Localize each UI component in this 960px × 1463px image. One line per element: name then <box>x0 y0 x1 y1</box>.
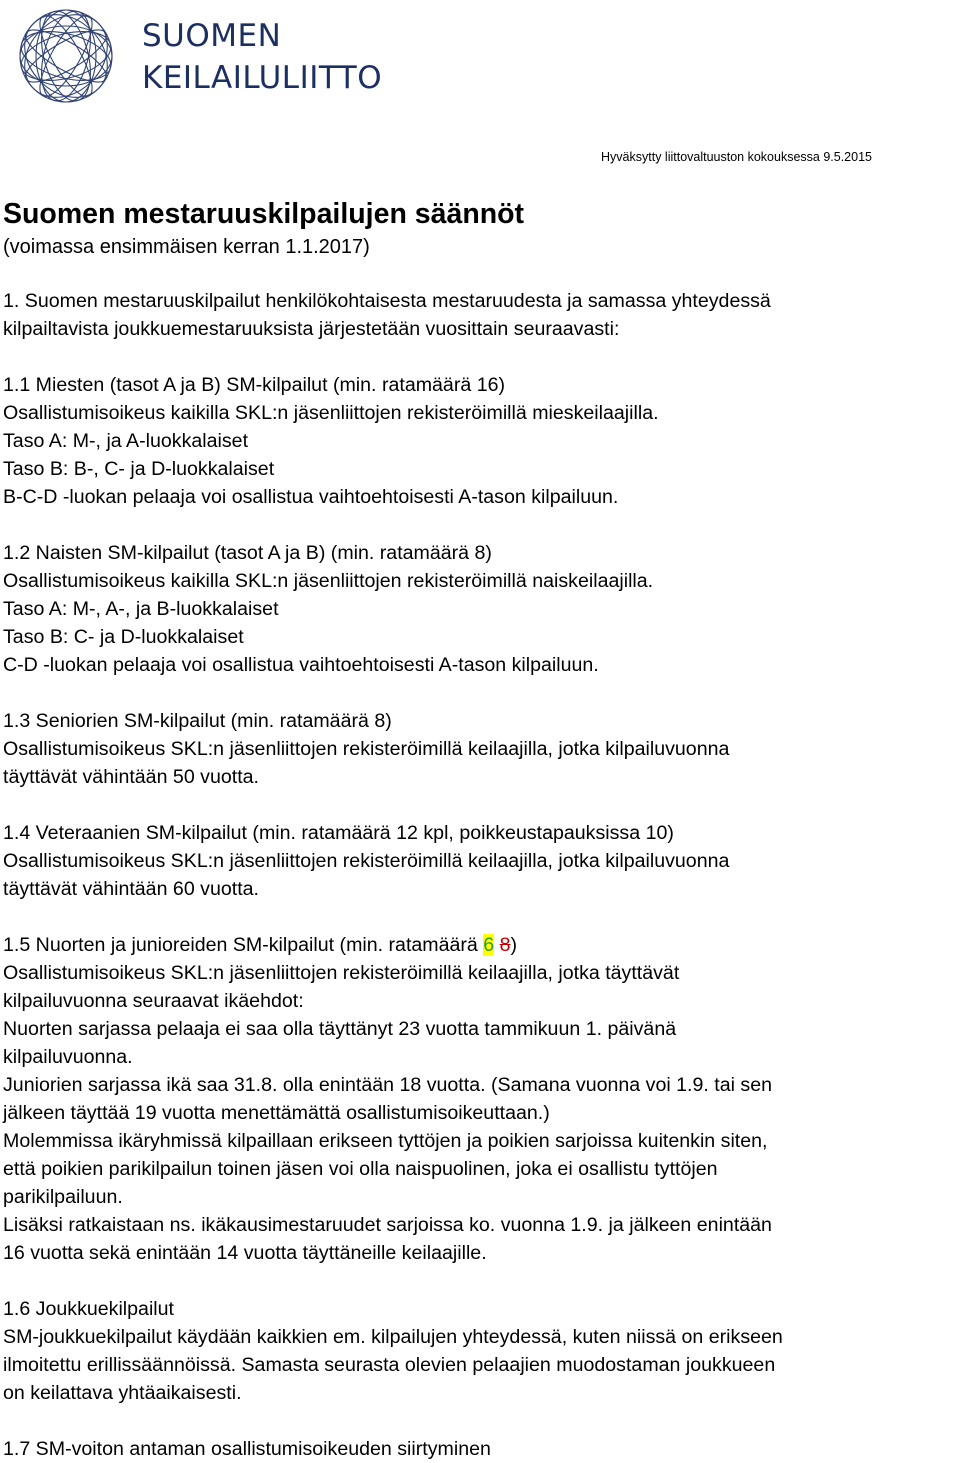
section-1-3 <box>3 707 958 791</box>
section-line: Taso A: M-, A-, ja B-luokkalaiset <box>3 598 279 620</box>
section-line: Osallistumisoikeus SKL:n jäsenliittojen rekisteröimillä keilaajilla, jotka kilpailuvuonna <box>3 738 730 760</box>
document-title: Suomen mestaruuskilpailujen säännöt <box>3 198 525 230</box>
intro-line: 1. Suomen mestaruuskilpailut henkilökohtaisesta mestaruudesta ja samassa yhteydessä <box>3 290 771 312</box>
logo-mark-icon <box>4 4 134 104</box>
section-line: parikilpailuun. <box>3 1186 123 1208</box>
approval-note: Hyväksytty liittovaltuuston kokouksessa 9.5.2015 <box>601 150 872 164</box>
section-line: Osallistumisoikeus kaikilla SKL:n jäsenliittojen rekisteröimillä naiskeilaajilla. <box>3 570 654 592</box>
section-line: Lisäksi ratkaistaan ns. ikäkausimestaruudet sarjoissa ko. vuonna 1.9. ja jälkeen enintään <box>3 1214 772 1236</box>
section-line: Taso B: C- ja D-luokkalaiset <box>3 626 244 648</box>
section-line: jälkeen täyttää 19 vuotta menettämättä osallistumisoikeuttaan.) <box>3 1102 550 1124</box>
intro-paragraph <box>3 287 958 343</box>
section-1-1 <box>3 371 958 511</box>
section-heading: 1.3 Seniorien SM-kilpailut (min. ratamäärä 8) <box>3 710 392 732</box>
section-line: Nuorten sarjassa pelaaja ei saa olla täyttänyt 23 vuotta tammikuun 1. päivänä <box>3 1018 677 1040</box>
heading-text: 1.5 Nuorten ja junioreiden SM-kilpailut (min. ratamäärä <box>3 934 484 956</box>
section-line: että poikien parikilpailun toinen jäsen voi olla naispuolinen, joka ei osallistu tyttöjen <box>3 1158 718 1180</box>
intro-line: kilpailtavista joukkuemestaruuksista järjestetään vuosittain seuraavasti: <box>3 318 620 340</box>
section-line: on keilattava yhtäaikaisesti. <box>3 1382 242 1404</box>
section-line: Taso B: B-, C- ja D-luokkalaiset <box>3 458 275 480</box>
section-1-4 <box>3 819 958 903</box>
section-heading <box>3 931 958 959</box>
logo <box>4 4 424 104</box>
section-heading: 1.1 Miesten (tasot A ja B) SM-kilpailut (min. ratamäärä 16) <box>3 374 506 396</box>
document-subtitle: (voimassa ensimmäisen kerran 1.1.2017) <box>3 236 370 258</box>
section-1-2 <box>3 539 958 679</box>
section-line: Osallistumisoikeus kaikilla SKL:n jäsenliittojen rekisteröimillä mieskeilaajilla. <box>3 402 659 424</box>
section-heading: 1.7 SM-voiton antaman osallistumisoikeuden siirtyminen <box>3 1438 491 1460</box>
section-line: Juniorien sarjassa ikä saa 31.8. olla enintään 18 vuotta. (Samana vuonna voi 1.9. tai sen <box>3 1074 772 1096</box>
section-line: B-C-D -luokan pelaaja voi osallistua vaihtoehtoisesti A-tason kilpailuun. <box>3 486 619 508</box>
section-line: ilmoitettu erillissäännöissä. Samasta seurasta olevien pelaajien muodostaman joukkueen <box>3 1354 776 1376</box>
section-line: kilpailuvuonna. <box>3 1046 133 1068</box>
section-line: täyttävät vähintään 60 vuotta. <box>3 878 259 900</box>
section-heading: 1.2 Naisten SM-kilpailut (tasot A ja B) (min. ratamäärä 8) <box>3 542 492 564</box>
inserted-value: 6 <box>483 934 495 956</box>
document-body <box>3 287 958 1463</box>
heading-close: ) <box>510 934 518 956</box>
section-line: Osallistumisoikeus SKL:n jäsenliittojen rekisteröimillä keilaajilla, jotka täyttävät <box>3 962 680 984</box>
logo-text-line2: KEILAILULIITTO <box>142 60 383 96</box>
section-line: kilpailuvuonna seuraavat ikäehdot: <box>3 990 304 1012</box>
section-line: Osallistumisoikeus SKL:n jäsenliittojen rekisteröimillä keilaajilla, jotka kilpailuvuonna <box>3 850 730 872</box>
section-heading: 1.4 Veteraanien SM-kilpailut (min. ratamäärä 12 kpl, poikkeustapauksissa 10) <box>3 822 674 844</box>
logo-text-line1: SUOMEN <box>142 18 282 54</box>
section-line: Taso A: M-, ja A-luokkalaiset <box>3 430 249 452</box>
section-1-5 <box>3 931 958 1267</box>
section-heading: 1.6 Joukkuekilpailut <box>3 1298 175 1320</box>
section-line: C-D -luokan pelaaja voi osallistua vaihtoehtoisesti A-tason kilpailuun. <box>3 654 599 676</box>
section-line: täyttävät vähintään 50 vuotta. <box>3 766 259 788</box>
deleted-value: 8 <box>499 934 511 956</box>
section-line: SM-joukkuekilpailut käydään kaikkien em. kilpailujen yhteydessä, kuten niissä on erikseen <box>3 1326 783 1348</box>
section-1-6 <box>3 1295 958 1407</box>
section-line: 16 vuotta sekä enintään 14 vuotta täyttäneille keilaajille. <box>3 1242 487 1264</box>
section-line: Molemmissa ikäryhmissä kilpaillaan erikseen tyttöjen ja poikien sarjoissa kuitenkin siten, <box>3 1130 768 1152</box>
section-1-7 <box>3 1435 958 1463</box>
